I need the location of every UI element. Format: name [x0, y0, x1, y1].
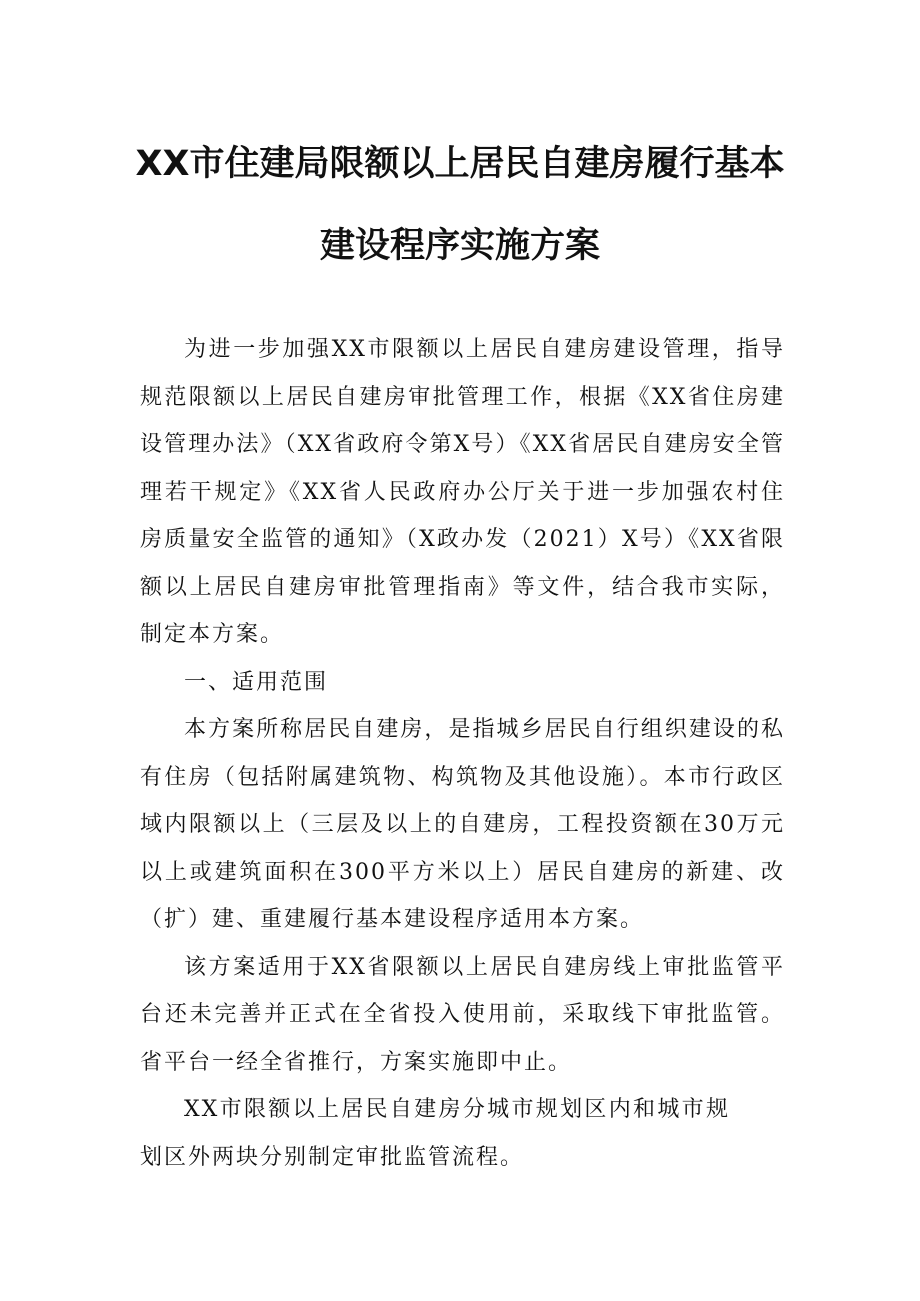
paragraph-definition: 本方案所称居民自建房，是指城乡居民自行组织建设的私有住房（包括附属建筑物、构筑物及其他设施）。本市行政区域内限额以上（三层及以上的自建房，工程投资额在30万元以上或建筑面积在300平方米以上）居民自建房的新建、改（扩）建、重建履行基本建设程序适用本方案。 [140, 717, 785, 932]
paragraph-preamble: 为进一步加强XX市限额以上居民自建房建设管理，指导规范限额以上居民自建房审批管理工作，根据《XX省住房建设管理办法》（XX省政府令第X号）《XX省居民自建房安全管理若干规定》《XX省人民政府办公厅关于进一步加强农村住房质量安全监管的通知》（X政办发（2021）X号）《XX省限额以上居民自建房审批管理指南》等文件，结合我市实际，制定本方案。 [140, 337, 785, 647]
paragraph-process: XX市限额以上居民自建房分城市规划区内和城市规划区外两块分别制定审批监管流程。 [140, 1097, 730, 1170]
document-title-line-2: 建设程序实施方案 [319, 226, 600, 266]
document-title-line-1: XX市住建局限额以上居民自建房履行基本 [135, 144, 785, 184]
section-heading-scope: 一、适用范围 [184, 669, 329, 695]
paragraph-applicability: 该方案适用于XX省限额以上居民自建房线上审批监管平台还未完善并正式在全省投入使用前，采取线下审批监管。省平台一经全省推行，方案实施即中止。 [140, 954, 785, 1075]
document-body [140, 326, 785, 1181]
